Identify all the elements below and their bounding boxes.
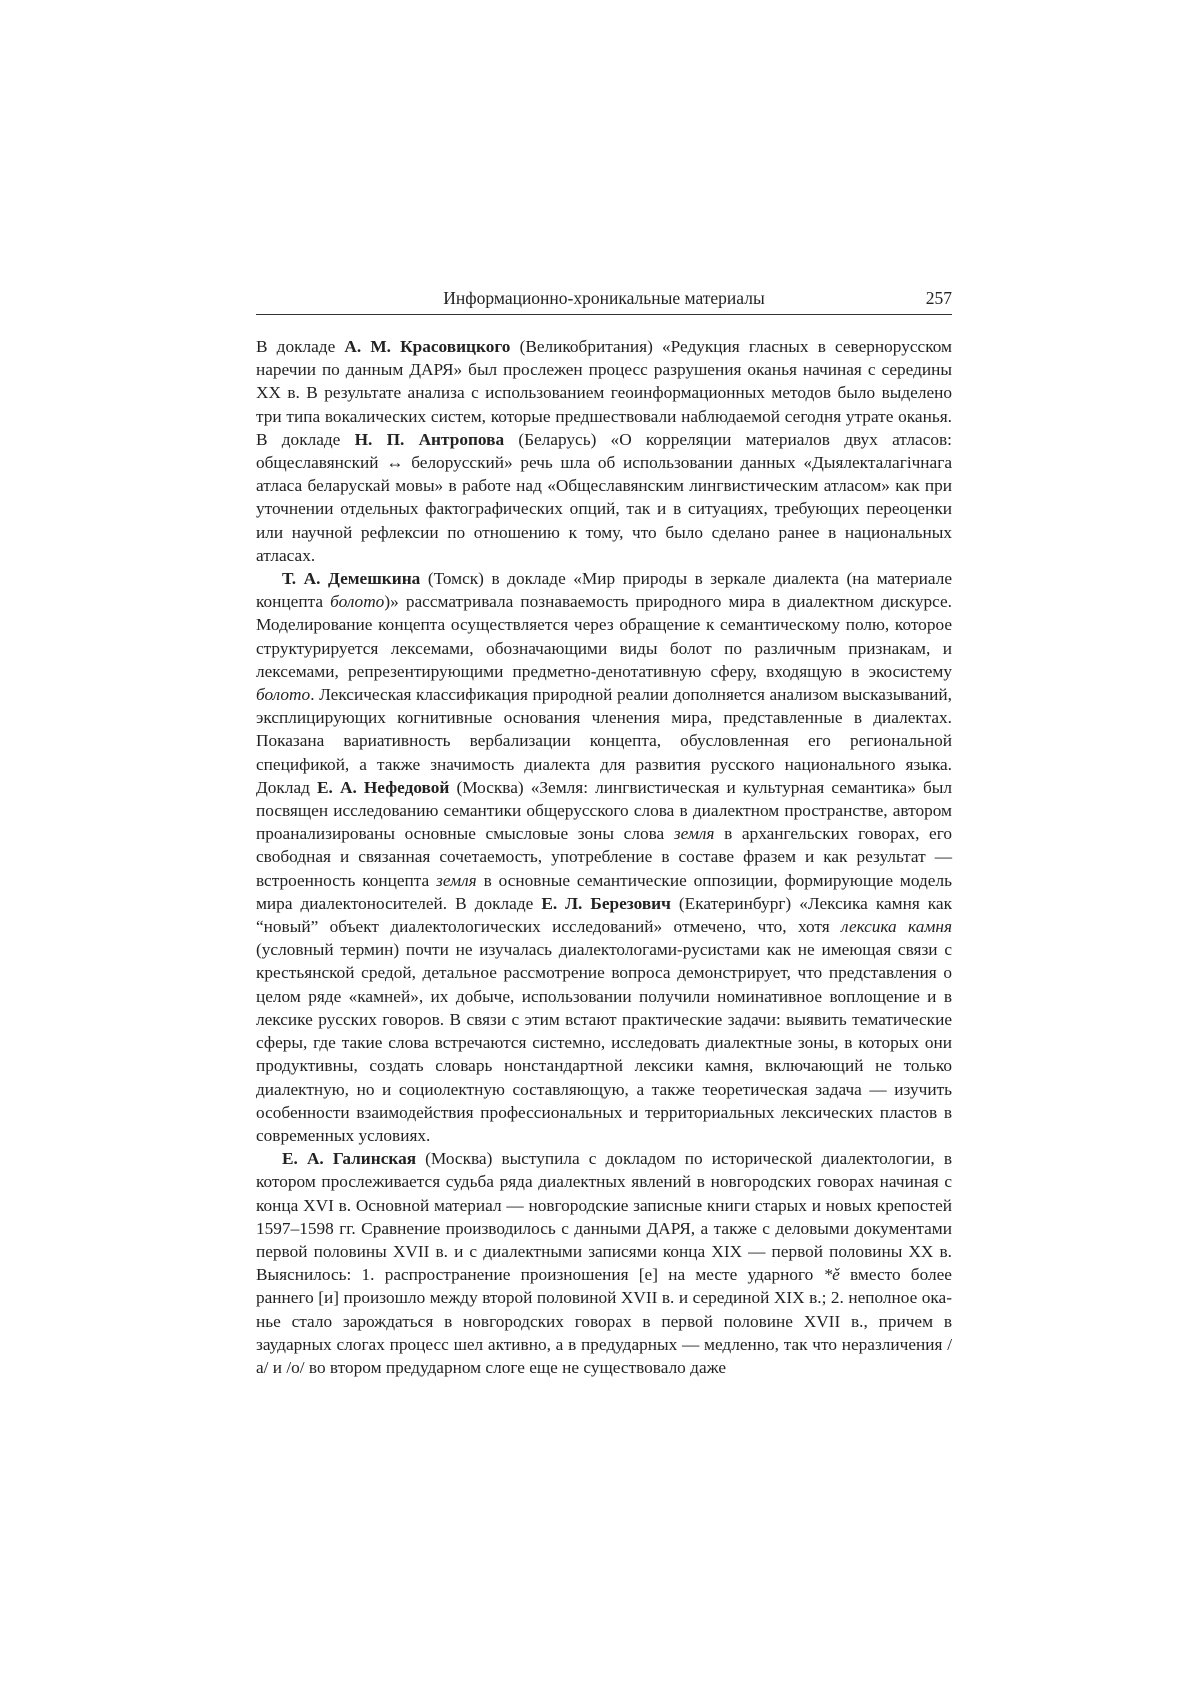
text-run: (Москва) выступила с докладом по исторической диалектологии, в котором прослеживается судьба ряда диалектных явлений в новгородских говорах начиная с конца XVI в. Основной материал — новгородские записные книги старых и новых крепостей 1597–1598 гг. Сравнение производилось с данными ДАРЯ, а также с деловыми документами первой половины XVII в. и с диалектными записями конца XIX — первой половины XX в. Выяснилось: 1. распространение произношения [е] на месте ударного — [256, 1149, 952, 1285]
text-run: вместо более раннего [и] произошло между второй половиной XVII в. и серединой XIX в.; 2. неполное оканье стало зарождаться в новгородских говорах в первой половине XVII в., причем в заударных слогах процесс шел активно, а в предударных — медленно, так что неразличения /а/ и /о/ во втором предударном слоге еще не существовало даже — [256, 1265, 952, 1377]
text-run: . Лексическая классификация природной реалии дополняется анализом высказываний, эксплицирующих когнитивные основания членения мира, представленные в диалектах. Показана вариативность вербализации концепта, обусловленная его региональной спецификой, а также значимость диалекта для развития русского национального языка. Доклад — [256, 685, 952, 797]
running-title: Информационно-хроникальные материалы — [443, 288, 765, 308]
paragraph-2 — [256, 567, 952, 1147]
author-name: Т. А. Демешкина — [282, 569, 421, 589]
author-name: Е. Л. Березович — [541, 893, 671, 913]
italic-term: *ě — [823, 1265, 840, 1285]
text-run: (Москва) «Земля: лингвистическая и культурная семантика» был посвящен исследованию семантики общерусского слова в диалектном пространстве, автором проанализированы основные смысловые зоны слова — [256, 777, 952, 844]
page-number: 257 — [925, 288, 952, 308]
author-name: А. М. Красовицкого — [344, 337, 511, 356]
running-head — [256, 288, 952, 315]
italic-term: земля — [673, 824, 715, 844]
text-run: (Екатеринбург) «Лексика камня как “новый” объект диалектологических исследований» отмечено, что, хотя — [256, 893, 952, 937]
text-run: в архангельских говорах, его свободная и связанная сочетаемость, употребление в составе фразем и как результат — встроенность концепта — [256, 824, 953, 890]
text-run: (Томск) в докладе «Мир природы в зеркале диалекта (на материале концепта — [256, 569, 952, 612]
text-run: (условный термин) почти не изучалась диалектологами-русистами как не имеющая связи с крестьянской средой, детальное рассмотрение вопроса демонстрирует, что представления о целом ряде «камней», их добыче, использовании получили номинативное воплощение и в лексике русских говоров. В связи с этим встают практические задачи: выявить тематические сферы, где такие слова встречаются системно, исследовать диалектные зоны, в которых они продуктивны, создать словарь нонстандартной лексики камня, включающий не только диалектную, но и социолектную составляющую, а также теоретическая задача — изучить особенности взаимодействия профессиональных и территориальных лексических пластов в современных условиях. — [256, 940, 952, 1145]
italic-term: лексика камня — [841, 917, 952, 937]
paragraph-1 — [256, 335, 952, 567]
author-name: Н. П. Антропова — [354, 429, 505, 449]
body-text — [256, 335, 952, 1379]
italic-term: земля — [436, 870, 477, 890]
author-name: Е. А. Нефедовой — [317, 777, 450, 797]
document-page — [256, 288, 952, 1379]
text-run: )» рассматривала познаваемость природного мира в диалектном дискурсе. Моделирование концепта осуществляется через обращение к семантическому полю, которое структурируется лексемами, обозначающими виды болот по различным признакам, и лексемами, репрезентирующими предметно-денотативную сферу, входящую в экосистему — [256, 592, 952, 681]
author-name: Е. А. Галинская — [282, 1149, 417, 1169]
text-run: в основные семантические оппозиции, формирующие модель мира диалектоносителей. В докладе — [256, 870, 952, 913]
italic-term: болото — [330, 592, 385, 612]
italic-term: болото — [256, 685, 311, 705]
text-run: В докладе — [256, 337, 345, 356]
paragraph-3 — [256, 1147, 952, 1379]
text-run: (Великобритания) «Редукция гласных в севернорусском наречии по данным ДАРЯ» был прослежен процесс разрушения оканья начиная с середины XX в. В результате анализа с использованием геоинформационных методов было выделено три типа вокалических систем, которые предшествовали наблюдаемой сегодня утрате оканья. В докладе — [256, 337, 952, 449]
text-run: (Беларусь) «О корреляции материалов двух атласов: общеславянский ↔ белорусский» речь шла об использовании данных «Дыялекталагiчнага атласа беларускай мовы» в работе над «Общеславянским лингвистическим атласом» как при уточнении отдельных фактографических опций, так и в ситуациях, требующих переоценки или научной рефлексии по отношению к тому, что было сделано ранее в национальных атласах. — [256, 429, 952, 565]
